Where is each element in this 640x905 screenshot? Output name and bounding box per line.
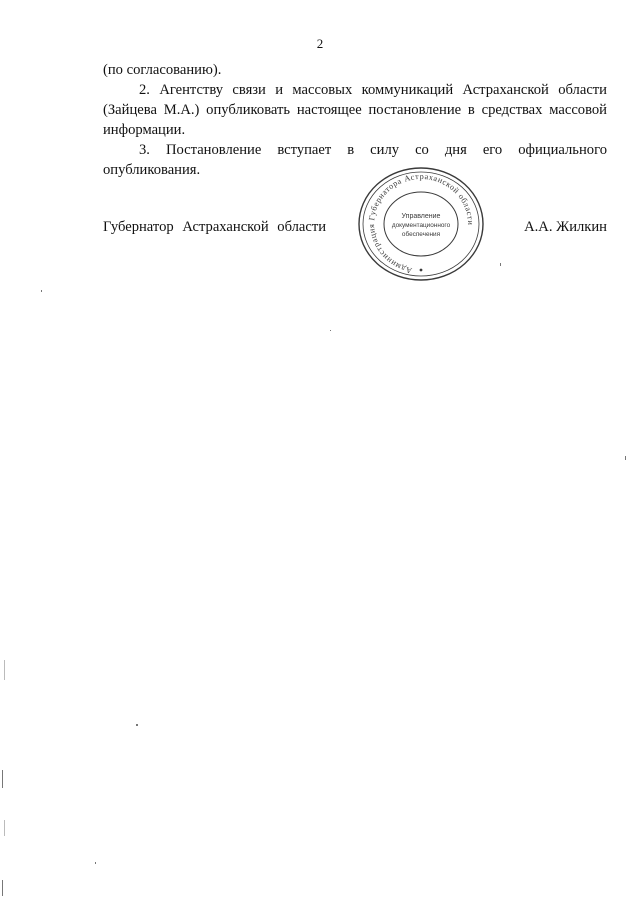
paragraph-item-2: 2. Агентству связи и массовых коммуникаций Астраханской области (Зайцева М.А.) опубликовать настоящее постановление в средствах массовой информации. (103, 82, 607, 138)
scan-speck (95, 862, 96, 864)
scan-speck (4, 820, 5, 836)
scan-speck (2, 880, 3, 896)
seal-inner-line-1: Управление (401, 213, 441, 220)
seal-outer-text: Администрация Губернатора Астраханской области (367, 171, 476, 276)
paragraph-item-3: 3. Постановление вступает в силу со дня его официального опубликования. (103, 142, 607, 178)
seal-dot-icon (420, 269, 423, 272)
scan-speck (2, 770, 3, 788)
paragraph-continuation: (по согласованию). (103, 62, 222, 78)
scan-speck (500, 263, 501, 266)
scan-speck (330, 330, 331, 331)
signer-title: Губернатор Астраханской области (103, 219, 327, 235)
scan-speck (41, 290, 42, 292)
seal-inner-line-2: документационного (391, 222, 451, 229)
seal-inner-line-3: обеспечения (401, 231, 441, 238)
signer-name: А.А. Жилкин (524, 219, 607, 235)
page-number: 2 (316, 36, 324, 51)
official-seal-stamp (355, 165, 487, 283)
scan-speck (136, 724, 138, 726)
scan-speck (4, 660, 5, 680)
document-body (103, 60, 607, 180)
scan-speck (625, 456, 626, 460)
